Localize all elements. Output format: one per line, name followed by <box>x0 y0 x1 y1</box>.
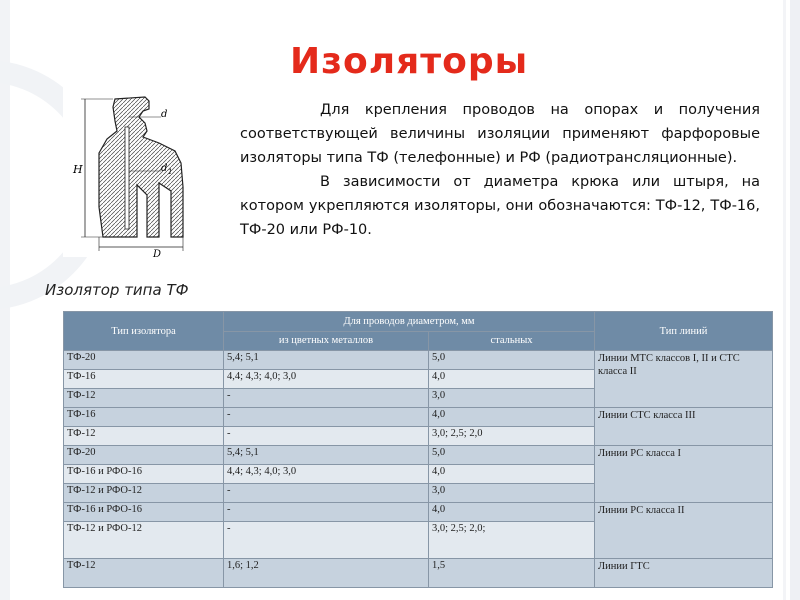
header-type: Тип изолятора <box>64 312 224 351</box>
cell-steel: 3,0 <box>429 484 595 503</box>
table-row <box>64 446 773 465</box>
cell-nonferrous: 1,6; 1,2 <box>224 559 429 588</box>
cell-line-type: Линии РС класса II <box>595 503 773 559</box>
insulator-spec-table <box>63 311 773 588</box>
cell-nonferrous: - <box>224 522 429 559</box>
cell-nonferrous: 5,4; 5,1 <box>224 446 429 465</box>
cell-line-type: Линии ГТС <box>595 559 773 588</box>
insulator-cavity <box>125 127 129 229</box>
cell-steel: 4,0 <box>429 370 595 389</box>
header-diameter: Для проводов диаметром, мм <box>224 312 595 332</box>
cell-nonferrous: - <box>224 408 429 427</box>
table-row <box>64 559 773 588</box>
table-header-row <box>64 312 773 332</box>
cell-steel: 1,5 <box>429 559 595 588</box>
cell-nonferrous: - <box>224 484 429 503</box>
height-label: H <box>73 163 83 176</box>
cell-nonferrous: - <box>224 503 429 522</box>
cell-nonferrous: - <box>224 427 429 446</box>
cell-type: ТФ-12 и РФО-12 <box>64 484 224 503</box>
cell-type: ТФ-16 и РФО-16 <box>64 465 224 484</box>
table-row <box>64 408 773 427</box>
cell-nonferrous: 4,4; 4,3; 4,0; 3,0 <box>224 370 429 389</box>
cell-line-type: Линии СТС класса III <box>595 408 773 446</box>
cell-steel: 4,0 <box>429 503 595 522</box>
right-edge-band <box>790 0 800 600</box>
cell-nonferrous: - <box>224 389 429 408</box>
cell-steel: 3,0; 2,5; 2,0; <box>429 522 595 559</box>
paragraph-1: Для крепления проводов на опорах и получения соответствующей величины изоляции применяют фарфоровые изоляторы типа ТФ (телефонные) и РФ (радиотрансляционные). <box>240 102 760 166</box>
cell-type: ТФ-20 <box>64 446 224 465</box>
cell-nonferrous: 4,4; 4,3; 4,0; 3,0 <box>224 465 429 484</box>
slide-title: Изоляторы <box>290 41 529 82</box>
paragraph-2: В зависимости от диаметра крюка или штыря, на котором укрепляются изоляторы, они обозначаются: ТФ-12, ТФ-16, ТФ-20 или РФ-10. <box>240 174 760 238</box>
cell-type: ТФ-12 <box>64 427 224 446</box>
cell-steel: 4,0 <box>429 465 595 484</box>
cell-type: ТФ-12 <box>64 559 224 588</box>
d1-label: d <box>161 163 168 174</box>
cell-steel: 3,0 <box>429 389 595 408</box>
cell-type: ТФ-12 и РФО-12 <box>64 522 224 559</box>
insulator-drawing <box>63 87 218 257</box>
cell-line-type: Линии МТС классов I, II и СТС класса II <box>595 351 773 408</box>
cell-type: ТФ-16 <box>64 408 224 427</box>
body-text <box>240 98 760 242</box>
cell-type: ТФ-16 <box>64 370 224 389</box>
cell-steel: 3,0; 2,5; 2,0 <box>429 427 595 446</box>
d1-subscript: 1 <box>168 168 173 176</box>
cell-steel: 5,0 <box>429 446 595 465</box>
header-lines: Тип линий <box>595 312 773 351</box>
table-row <box>64 503 773 522</box>
insulator-cross-section-diagram <box>63 87 218 257</box>
d-label: d <box>161 109 168 120</box>
cell-nonferrous: 5,4; 5,1 <box>224 351 429 370</box>
cell-steel: 4,0 <box>429 408 595 427</box>
cell-line-type: Линии РС класса I <box>595 446 773 503</box>
diameter-label: D <box>153 249 162 257</box>
right-edge-line <box>783 0 786 600</box>
cell-type: ТФ-12 <box>64 389 224 408</box>
cell-type: ТФ-16 и РФО-16 <box>64 503 224 522</box>
cell-type: ТФ-20 <box>64 351 224 370</box>
insulator-body-shape <box>99 97 183 237</box>
table-row <box>64 351 773 370</box>
figure-caption: Изолятор типа ТФ <box>45 281 189 299</box>
cell-steel: 5,0 <box>429 351 595 370</box>
header-nonferrous: из цветных металлов <box>224 331 429 351</box>
header-steel: стальных <box>429 331 595 351</box>
